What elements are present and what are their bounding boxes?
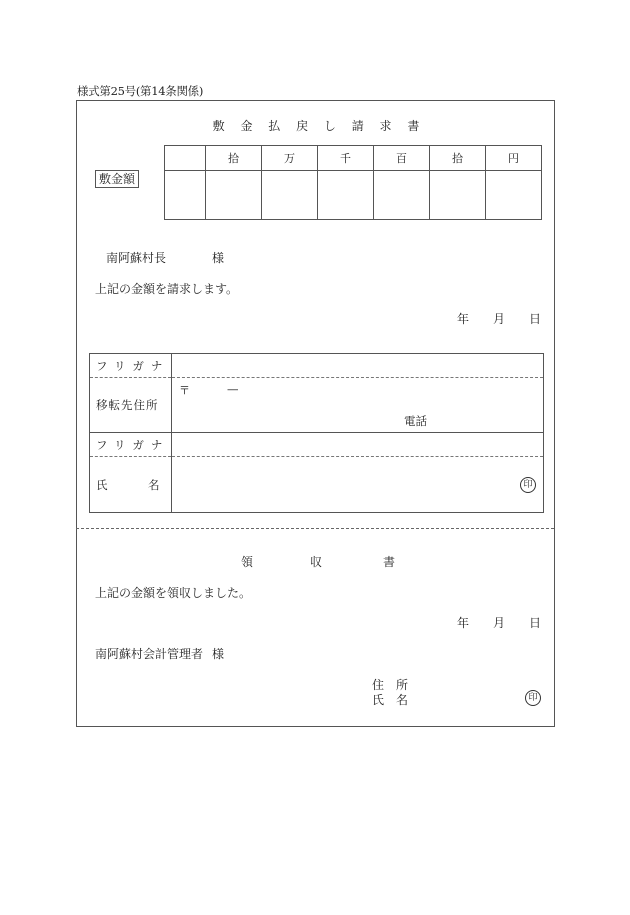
amount-cell[interactable] bbox=[374, 171, 430, 220]
amount-header: 拾 bbox=[206, 146, 262, 171]
form-reference: 様式第25号(第14条関係) bbox=[77, 84, 204, 98]
amount-header: 万 bbox=[262, 146, 318, 171]
amount-header bbox=[165, 146, 206, 171]
receipt-date-month: 月 bbox=[493, 616, 506, 630]
receipt-date-day: 日 bbox=[529, 616, 542, 630]
amount-cell[interactable] bbox=[262, 171, 318, 220]
address-label: 移転先住所 bbox=[90, 378, 172, 433]
amount-header: 円 bbox=[486, 146, 542, 171]
name-furigana-field[interactable] bbox=[172, 433, 544, 457]
request-statement: 上記の金額を請求します。 bbox=[95, 282, 239, 296]
receipt-addressee-honorific: 様 bbox=[212, 647, 225, 661]
applicant-table bbox=[89, 353, 544, 513]
amount-cell[interactable] bbox=[206, 171, 262, 220]
addressee-honorific: 様 bbox=[212, 251, 225, 265]
amount-cell[interactable] bbox=[486, 171, 542, 220]
amount-cell[interactable] bbox=[430, 171, 486, 220]
date-day: 日 bbox=[529, 312, 542, 326]
receipt-address-label: 住 所 bbox=[372, 678, 409, 692]
amount-cell[interactable] bbox=[318, 171, 374, 220]
receipt-title-3: 書 bbox=[383, 555, 396, 569]
receipt-seal-icon: 印 bbox=[525, 690, 541, 706]
phone-label: 電話 bbox=[404, 414, 427, 428]
amount-header: 千 bbox=[318, 146, 374, 171]
address-field[interactable] bbox=[172, 378, 544, 433]
request-title: 敷 金 払 戻 し 請 求 書 bbox=[212, 119, 426, 133]
postal-dash: — bbox=[227, 382, 239, 396]
amount-header: 拾 bbox=[430, 146, 486, 171]
amount-table bbox=[164, 145, 542, 220]
date-year: 年 bbox=[457, 312, 470, 326]
deposit-amount-label: 敷金額 bbox=[95, 170, 139, 188]
receipt-addressee: 南阿蘇村会計管理者 bbox=[95, 647, 204, 661]
furigana-label: フリガナ bbox=[90, 354, 172, 378]
name-furigana-label: フリガナ bbox=[90, 433, 172, 457]
seal-icon: 印 bbox=[520, 477, 536, 493]
name-field[interactable] bbox=[172, 457, 544, 513]
addressee: 南阿蘇村長 bbox=[106, 251, 167, 265]
address-furigana-field[interactable] bbox=[172, 354, 544, 378]
amount-header: 百 bbox=[374, 146, 430, 171]
cut-line bbox=[76, 528, 554, 529]
postal-mark: 〒 bbox=[179, 384, 190, 397]
amount-cell[interactable] bbox=[165, 171, 206, 220]
receipt-title-1: 領 bbox=[241, 555, 254, 569]
date-month: 月 bbox=[493, 312, 506, 326]
name-label: 氏 名 bbox=[90, 457, 172, 513]
receipt-date-year: 年 bbox=[457, 616, 470, 630]
receipt-title-2: 収 bbox=[310, 555, 323, 569]
receipt-name-label: 氏 名 bbox=[372, 693, 409, 707]
receipt-statement: 上記の金額を領収しました。 bbox=[95, 586, 252, 600]
